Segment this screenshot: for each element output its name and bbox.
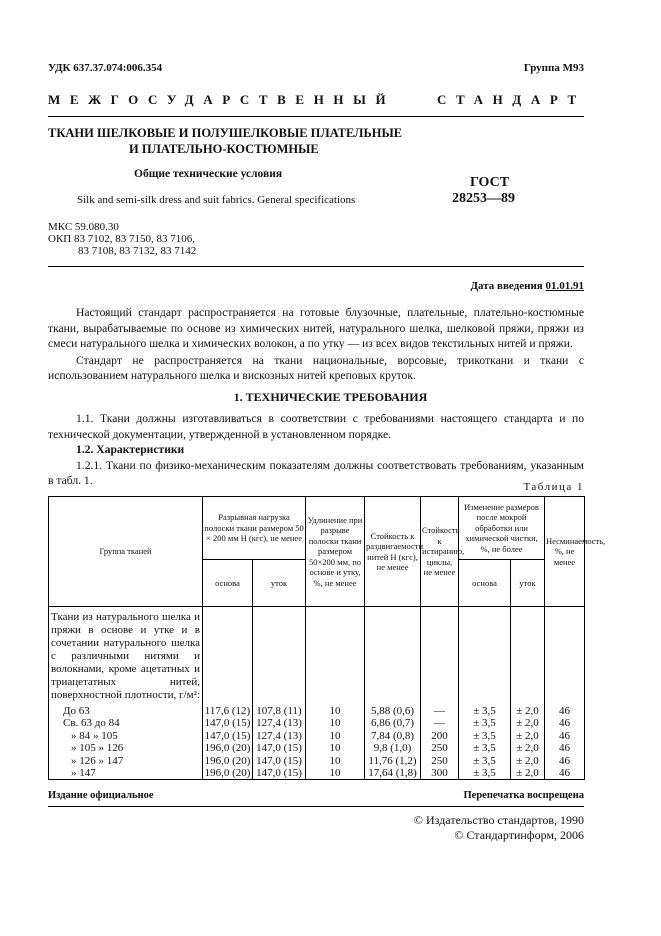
header-elongation: Удлинение при разрыве полоски ткани размером 50×200 мм, по основе и утку, %, не менее <box>306 497 365 607</box>
subheading-1-2: 1.2. Характеристики <box>76 443 185 457</box>
cell-shrink-weft: ± 2,0 <box>511 767 545 780</box>
header-abrasion: Стойкость к истиранию, циклы, не менее <box>421 497 459 607</box>
title-line1: ТКАНИ ШЕЛКОВЫЕ И ПОЛУШЕЛКОВЫЕ ПЛАТЕЛЬНЫЕ <box>48 126 403 140</box>
cell-load-weft: 147,0 (15) <box>253 742 306 754</box>
banner-left: МЕЖГОСУДАРСТВЕННЫЙ <box>48 92 396 107</box>
cell-abrasion: 300 <box>421 767 459 780</box>
header-breaking-load: Разрывная нагрузка полоски ткани размером 50 × 200 мм Н (кгс), не менее <box>203 497 306 560</box>
paragraph-scope: Настоящий стандарт распространяется на готовые блузочные, плательные, плательно-костюмные ткани, вырабатываемые по основе из химических нитей, натурального шелка, шелковой пряжи, пряжи из смеси натурального шелка и химических волокон, а по утку — из всех видов текстильных нитей и пряжи. <box>48 306 584 351</box>
paragraph-1-2-1: 1.2.1. Ткани по физико-механическим показателям должны соответствовать требованиям, указанным в табл. 1. <box>48 458 584 488</box>
cell-elongation: 10 <box>306 742 365 754</box>
body-text <box>48 305 584 384</box>
cell-load-weft: 147,0 (15) <box>253 767 306 780</box>
cell-load-weft: 147,0 (15) <box>253 755 306 767</box>
cell-load-warp: 147,0 (15) <box>203 717 253 729</box>
header-load-weft: уток <box>253 560 306 607</box>
table-row <box>49 705 585 717</box>
cell-abrasion: — <box>421 717 459 729</box>
cell-slippage: 6,86 (0,7) <box>365 717 421 729</box>
english-title: Silk and semi-silk dress and suit fabrics. General specifications <box>77 194 356 206</box>
table-row <box>49 730 585 742</box>
cell-load-warp: 196,0 (20) <box>203 755 253 767</box>
header-shrink-warp: основа <box>459 560 511 607</box>
header-load-warp: основа <box>203 560 253 607</box>
cell-group: Св. 63 до 84 <box>49 717 203 729</box>
cell-load-weft: 127,4 (13) <box>253 717 306 729</box>
header-rule <box>48 116 584 117</box>
cell-load-warp: 117,6 (12) <box>203 705 253 717</box>
cell-shrink-warp: ± 3,5 <box>459 755 511 767</box>
cell-shrink-weft: ± 2,0 <box>511 755 545 767</box>
cell-shrink-warp: ± 3,5 <box>459 730 511 742</box>
characteristics-table <box>48 496 606 780</box>
cell-slippage: 17,64 (1,8) <box>365 767 421 780</box>
table-caption: Таблица 1 <box>523 481 584 493</box>
cell-group: » 105 » 126 <box>49 742 203 754</box>
cell-shrink-weft: ± 2,0 <box>511 717 545 729</box>
requirements-text <box>48 411 584 489</box>
cell-elongation: 10 <box>306 767 365 780</box>
cell-group: » 126 » 147 <box>49 755 203 767</box>
cell-abrasion: 200 <box>421 730 459 742</box>
cell-shrink-weft: ± 2,0 <box>511 730 545 742</box>
cell-crease: 46 <box>545 717 585 729</box>
header-shrink-weft: уток <box>511 560 545 607</box>
cell-load-weft: 127,4 (13) <box>253 730 306 742</box>
cell-abrasion: 250 <box>421 755 459 767</box>
cell-abrasion: — <box>421 705 459 717</box>
header-shrinkage: Изменение размеров после мокрой обработки или химической чистки, %, не более <box>459 497 545 560</box>
copyright-1990: © Издательство стандартов, 1990 <box>413 813 584 827</box>
cell-load-weft: 107,8 (11) <box>253 705 306 717</box>
cell-crease: 46 <box>545 742 585 754</box>
banner-right: СТАНДАРТ <box>437 92 586 107</box>
cell-elongation: 10 <box>306 730 365 742</box>
official-edition: Издание официальное <box>48 790 154 801</box>
cell-shrink-weft: ± 2,0 <box>511 742 545 754</box>
table-row <box>49 742 585 754</box>
intro-date <box>470 280 584 292</box>
cell-shrink-warp: ± 3,5 <box>459 717 511 729</box>
cell-elongation: 10 <box>306 705 365 717</box>
table-row <box>49 717 585 729</box>
copyright-2006: © Стандартинформ, 2006 <box>454 828 584 842</box>
cell-group: » 147 <box>49 767 203 780</box>
cell-shrink-warp: ± 3,5 <box>459 767 511 780</box>
cell-load-warp: 147,0 (15) <box>203 730 253 742</box>
cell-slippage: 11,76 (1,2) <box>365 755 421 767</box>
mks-code: МКС 59.080.30 <box>48 221 119 233</box>
cell-slippage: 7,84 (0,8) <box>365 730 421 742</box>
codes-rule <box>48 266 584 267</box>
cell-shrink-warp: ± 3,5 <box>459 742 511 754</box>
gost-label: ГОСТ <box>470 175 510 190</box>
udc-code: УДК 637.37.074:006.354 <box>48 62 163 74</box>
cell-crease: 46 <box>545 767 585 780</box>
gost-number: 28253—89 <box>452 191 515 206</box>
title-line2: И ПЛАТЕЛЬНО-КОСТЮМНЫЕ <box>129 142 319 156</box>
header-group: Группа тканей <box>49 497 203 607</box>
cell-shrink-warp: ± 3,5 <box>459 705 511 717</box>
cell-slippage: 5,88 (0,6) <box>365 705 421 717</box>
cell-elongation: 10 <box>306 717 365 729</box>
cell-load-warp: 196,0 (20) <box>203 742 253 754</box>
header-crease-resistance: Несминаемость, %, не менее <box>545 497 585 607</box>
cell-load-warp: 196,0 (20) <box>203 767 253 780</box>
table-row <box>49 755 585 767</box>
cell-crease: 46 <box>545 705 585 717</box>
okp-line1: ОКП 83 7102, 83 7150, 83 7106, <box>48 233 195 245</box>
intro-date-label: Дата введения <box>470 280 543 292</box>
classification-group: Группа М93 <box>523 62 584 74</box>
cell-abrasion: 250 <box>421 742 459 754</box>
cell-elongation: 10 <box>306 755 365 767</box>
subtitle: Общие технические условия <box>134 168 283 180</box>
paragraph-1-1: 1.1. Ткани должны изготавливаться в соответствии с требованиями настоящего стандарта и по технической документации, утвержденной в установленном порядке. <box>48 412 584 441</box>
cell-crease: 46 <box>545 730 585 742</box>
intro-date-value: 01.01.91 <box>545 280 584 292</box>
section-1-heading: 1. ТЕХНИЧЕСКИЕ ТРЕБОВАНИЯ <box>233 390 428 404</box>
cell-group: До 63 <box>49 705 203 717</box>
table-row <box>49 767 585 780</box>
cell-shrink-weft: ± 2,0 <box>511 705 545 717</box>
reprint-prohibited: Перепечатка воспрещена <box>463 790 584 801</box>
cell-crease: 46 <box>545 755 585 767</box>
footer-rule <box>48 806 584 807</box>
paragraph-exclusions: Стандарт не распространяется на ткани национальные, ворсовые, трикоткани и ткани с использованием натурального шелка и вискозных нитей креповых круток. <box>48 353 584 383</box>
okp-line2: 83 7108, 83 7132, 83 7142 <box>78 245 197 257</box>
cell-group: » 84 » 105 <box>49 730 203 742</box>
group-description: Ткани из натурального шелка и пряжи в основе и утке и в сочетании натурального шелка с различными нитями и волокнами, кроме ацетатных и триацетатных нитей, поверхностной плотности, г/м²: <box>49 607 203 706</box>
cell-slippage: 9,8 (1,0) <box>365 742 421 754</box>
header-slippage: Стойкость к раздвигаемости нитей Н (кгс), не менее <box>365 497 421 607</box>
